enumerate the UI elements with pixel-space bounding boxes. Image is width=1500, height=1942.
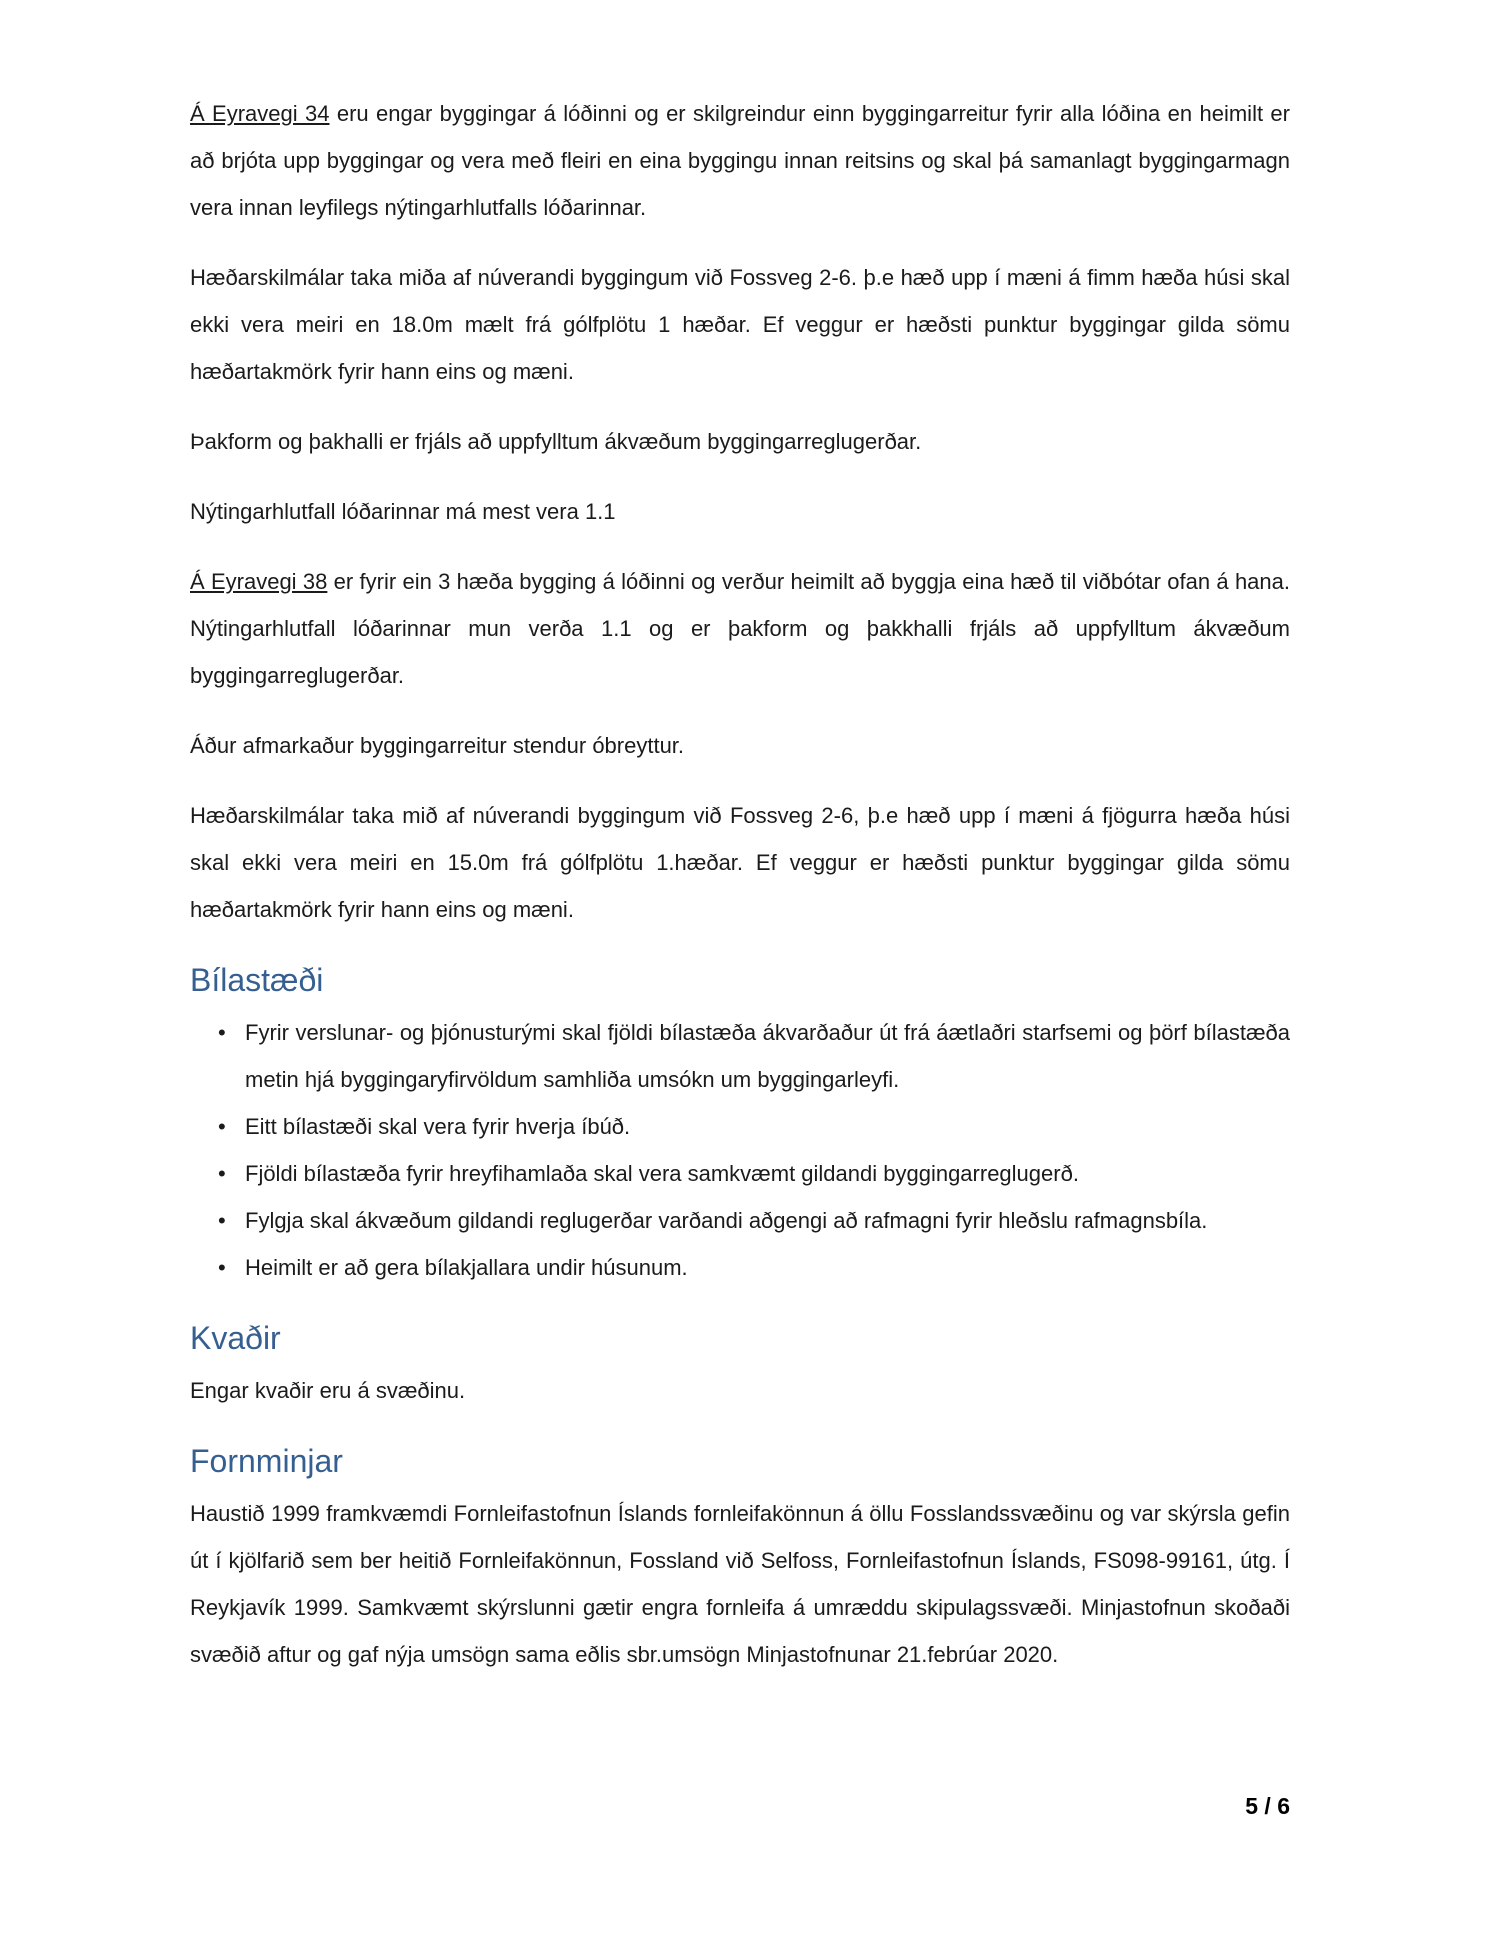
section-heading-kvadir: Kvaðir (190, 1320, 281, 1356)
list-item (218, 1197, 1290, 1244)
eyravegi-34-underlined-lead: Á Eyravegi 34 (190, 101, 330, 126)
list-item (218, 1150, 1290, 1197)
paragraph-eyravegi-38 (190, 558, 1290, 699)
bullet-icon: • (218, 1161, 226, 1186)
section-heading-fornminjar: Fornminjar (190, 1443, 343, 1479)
paragraph-nytingarhlutfall: Nýtingarhlutfall lóðarinnar má mest vera 1.1 (190, 499, 616, 524)
paragraph-fornminjar-body: Haustið 1999 framkvæmdi Fornleifastofnun Íslands fornleifakönnun á öllu Fosslandssvæðinu og var skýrsla gefin út í kjölfarið sem ber heitið Fornleifakönnun, Fossland við Selfoss, Fornleifastofnun Íslands, FS098-99161, útg. Í Reykjavík 1999. Samkvæmt skýrslunni gætir engra fornleifa á umræddu skipulagssvæði. Minjastofnun skoðaði svæðið aftur og gaf nýja umsögn sama eðlis sbr.umsögn Minjastofnunar 21.febrúar 2020. (190, 1501, 1290, 1667)
paragraph-eyravegi-34 (190, 90, 1290, 231)
section-heading-bilastaedi: Bílastæði (190, 962, 324, 998)
bilastaedi-bullet-list (218, 1009, 1290, 1291)
list-item (218, 1009, 1290, 1103)
bullet-icon: • (218, 1114, 226, 1139)
list-item (218, 1103, 1290, 1150)
eyravegi-38-underlined-lead: Á Eyravegi 38 (190, 569, 328, 594)
paragraph-adur-afmarkadur: Áður afmarkaður byggingarreitur stendur óbreyttur. (190, 733, 685, 758)
page-number: 5 / 6 (1245, 1793, 1290, 1819)
bullet-text: Heimilt er að gera bílakjallara undir húsunum. (245, 1255, 688, 1280)
bullet-text: Fyrir verslunar- og þjónusturými skal fjöldi bílastæða ákvarðaður út frá áætlaðri starfsemi og þörf bílastæða metin hjá byggingaryfirvöldum samhliða umsókn um byggingarleyfi. (245, 1020, 1290, 1092)
paragraph-haedarskilmalar-15m: Hæðarskilmálar taka mið af núverandi byggingum við Fossveg 2-6, þ.e hæð upp í mæni á fjögurra hæða húsi skal ekki vera meiri en 15.0m frá gólfplötu 1.hæðar. Ef veggur er hæðsti punktur byggingar gilda sömu hæðartakmörk fyrir hann eins og mæni. (190, 803, 1290, 922)
eyravegi-38-text: er fyrir ein 3 hæða bygging á lóðinni og verður heimilt að byggja eina hæð til viðbótar ofan á hana. Nýtingarhlutfall lóðarinnar mun verða 1.1 og er þakform og þakkhalli frjáls að uppfylltum ákvæðum byggingarreglugerðar. (190, 569, 1290, 688)
paragraph-haedarskilmalar-18m: Hæðarskilmálar taka miða af núverandi byggingum við Fossveg 2-6. þ.e hæð upp í mæni á fimm hæða húsi skal ekki vera meiri en 18.0m mælt frá gólfplötu 1 hæðar. Ef veggur er hæðsti punktur byggingar gilda sömu hæðartakmörk fyrir hann eins og mæni. (190, 265, 1290, 384)
paragraph-kvadir-body: Engar kvaðir eru á svæðinu. (190, 1378, 466, 1403)
bullet-icon: • (218, 1255, 226, 1280)
list-item (218, 1244, 1290, 1291)
document-content (190, 0, 1290, 1701)
bullet-icon: • (218, 1208, 226, 1233)
paragraph-thakform: Þakform og þakhalli er frjáls að uppfylltum ákvæðum byggingarreglugerðar. (190, 429, 922, 454)
bullet-text: Fjöldi bílastæða fyrir hreyfihamlaða skal vera samkvæmt gildandi byggingarreglugerð. (245, 1161, 1079, 1186)
bullet-text: Fylgja skal ákvæðum gildandi reglugerðar varðandi aðgengi að rafmagni fyrir hleðslu rafmagnsbíla. (245, 1208, 1208, 1233)
bullet-text: Eitt bílastæði skal vera fyrir hverja íbúð. (245, 1114, 631, 1139)
eyravegi-34-text: eru engar byggingar á lóðinni og er skilgreindur einn byggingarreitur fyrir alla lóðina en heimilt er að brjóta upp byggingar og vera með fleiri en eina byggingu innan reitsins og skal þá samanlagt byggingarmagn vera innan leyfilegs nýtingarhlutfalls lóðarinnar. (190, 101, 1290, 220)
bullet-icon: • (218, 1020, 226, 1045)
